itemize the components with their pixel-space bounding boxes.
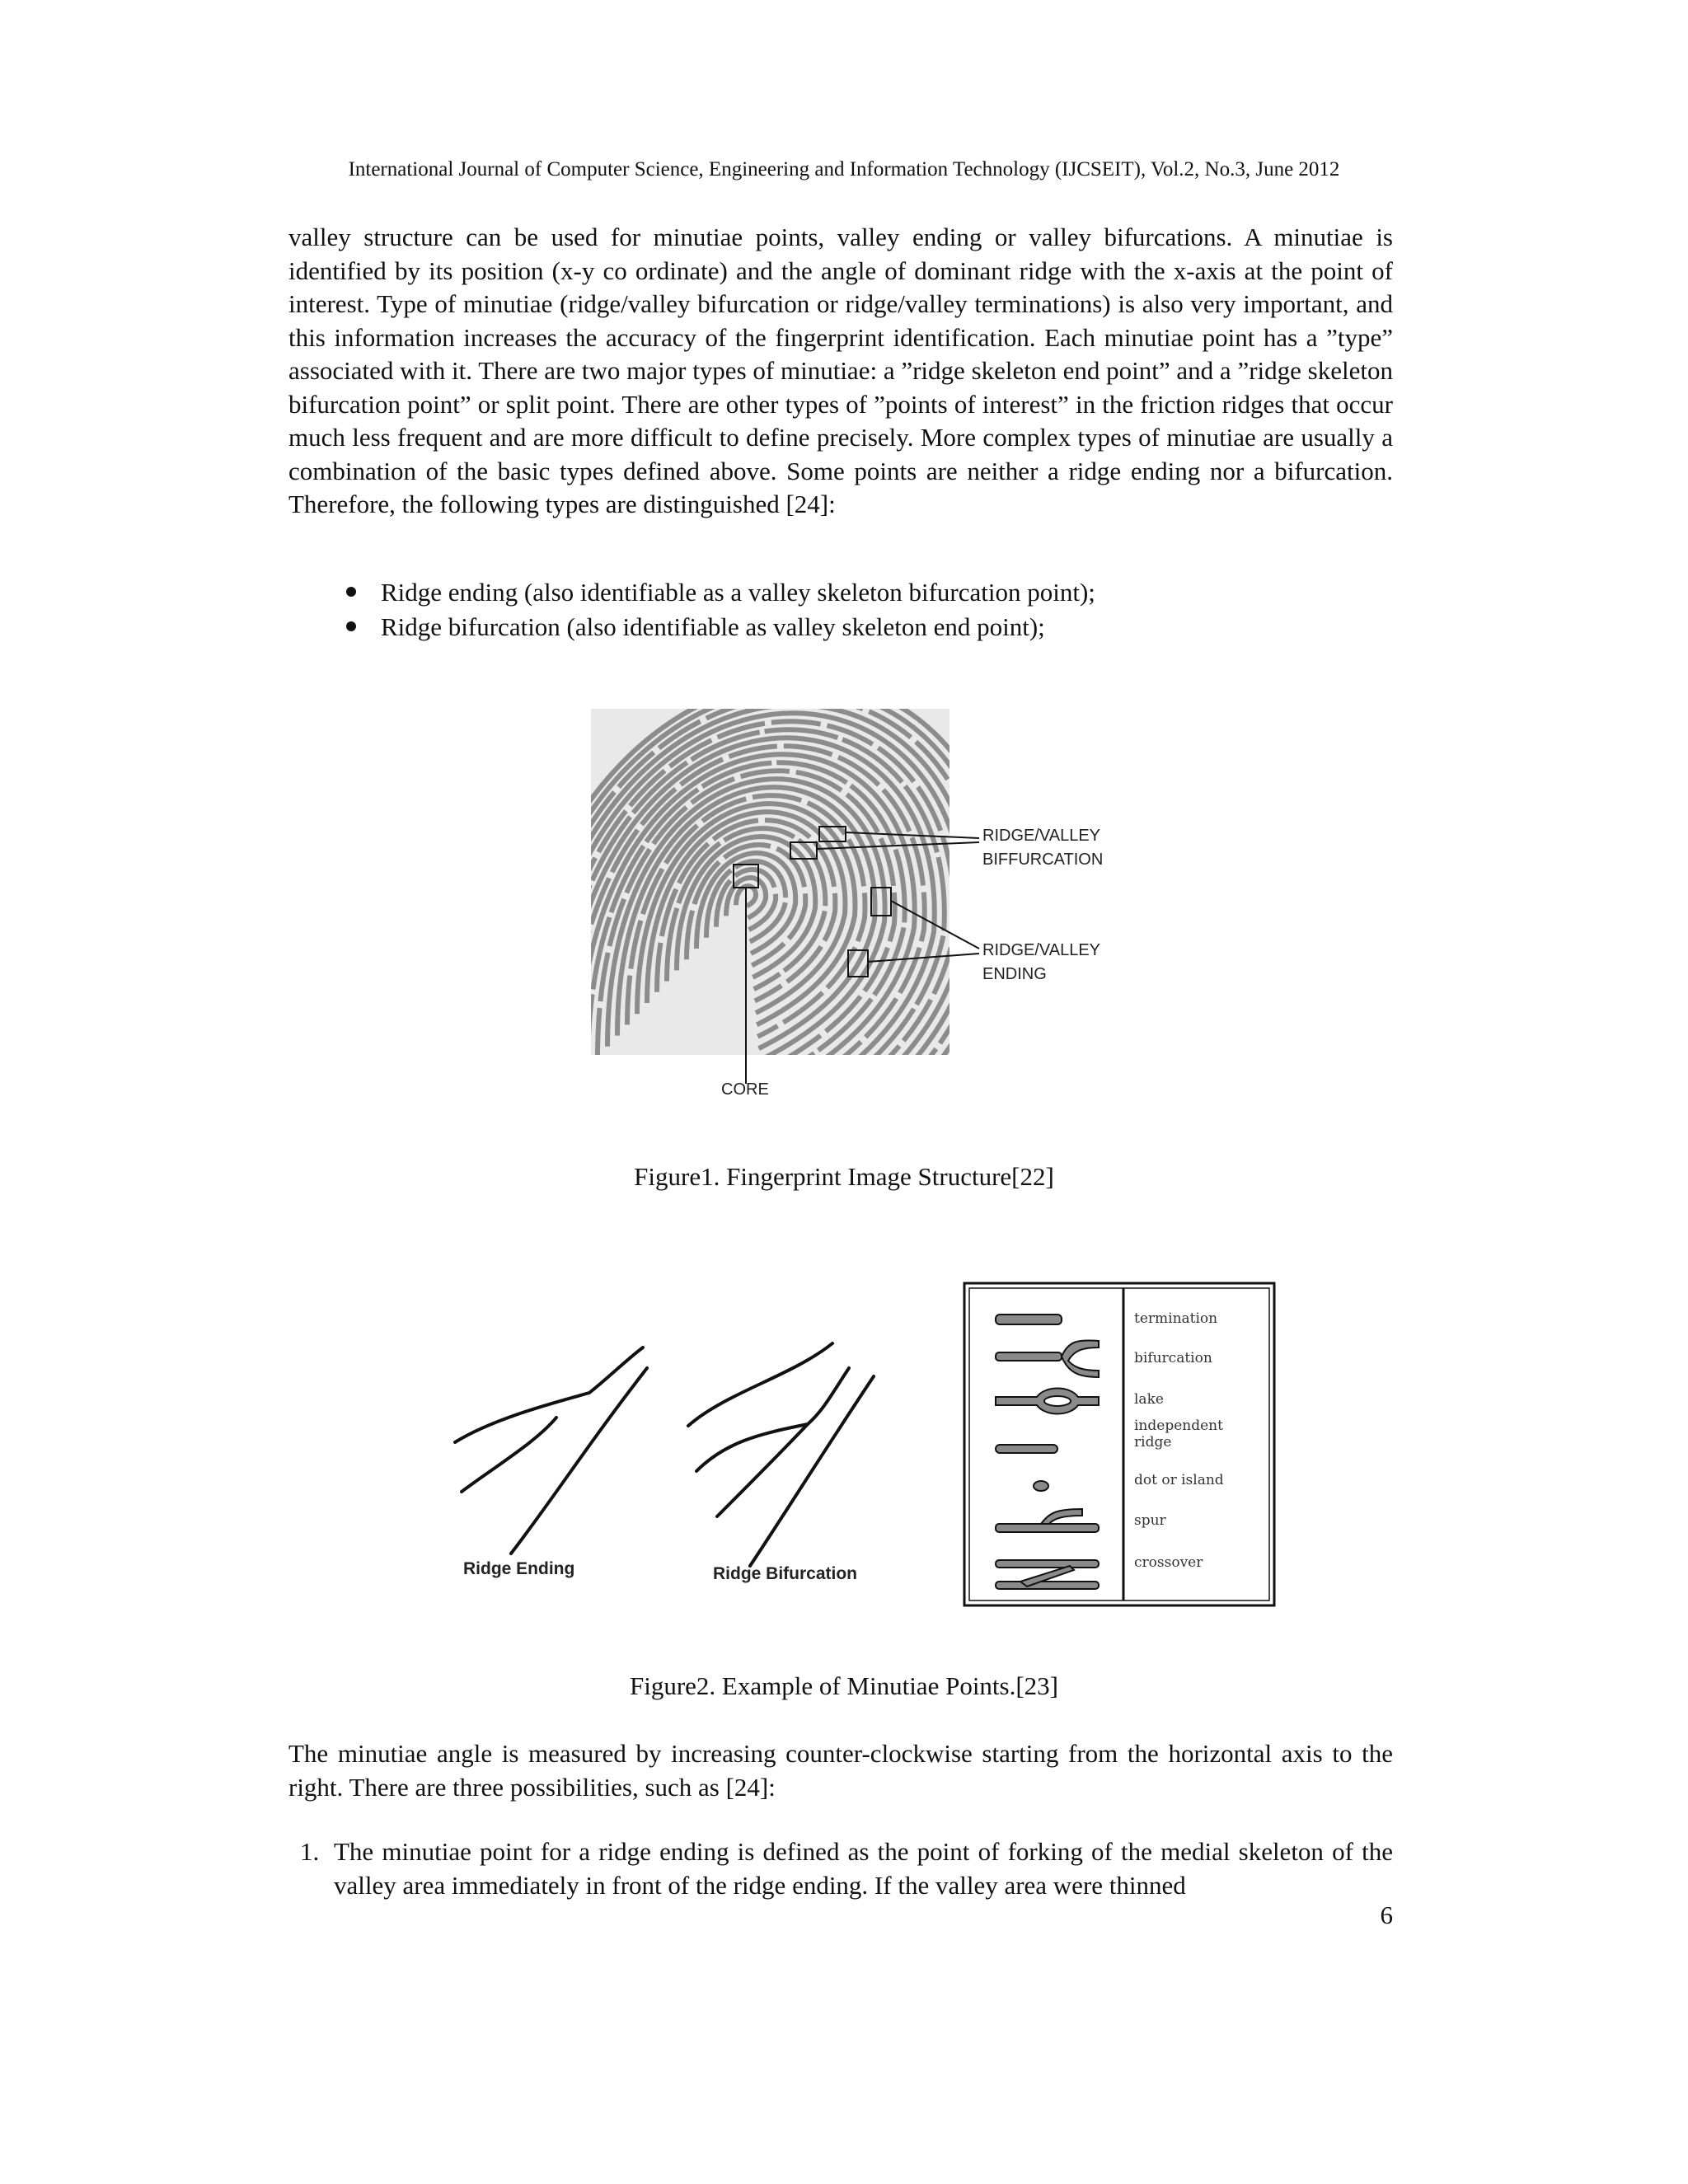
bullet-text: Ridge bifurcation (also identifiable as valley skeleton end point);: [381, 612, 1045, 641]
bifurcation-glyph: [996, 1352, 1062, 1361]
bullet-item: [346, 610, 1095, 644]
figure1-caption: Figure1. Fingerprint Image Structure[22]: [634, 1162, 1054, 1191]
label-core: CORE: [721, 1080, 769, 1099]
list-number: 1.: [300, 1837, 320, 1866]
label-ending-2: ENDING: [982, 965, 1047, 983]
ridge-ending-label: Ridge Ending: [463, 1559, 575, 1578]
spur-glyph: [996, 1524, 1099, 1532]
running-header: International Journal of Computer Science, Engineering and Information Technology (IJCSEIT), Vol.2, No.3, June 2012: [348, 158, 1340, 180]
ridge-bifurcation-line-1: [688, 1343, 832, 1426]
paragraph-1: valley structure can be used for minutiae points, valley ending or valley bifurcations. A minutiae is identified by its position (x-y co ordinate) and the angle of dominant ridge with the x-axis at the point of interest. Type of minutiae (ridge/valley bifurcation or ridge/valley terminations) is also very important, and this information increases the accuracy of the fingerprint identification. Each minutiae point has a ”type” associated with it. There are two major types of minutiae: a ”ridge skeleton end point” and a ”ridge skeleton bifurcation point” or split point. There are other types of ”points of interest” in the friction ridges that occur much less frequent and are more difficult to define precisely. More complex types of minutiae are usually a combination of the basic types defined above. Some points are neither a ridge ending nor a bifurcation. Therefore, the following types are distinguished [24]:: [288, 223, 1393, 518]
bullet-dot: [346, 587, 356, 597]
ridge-bifurcation-line-3: [717, 1424, 808, 1516]
lake-hole: [1044, 1396, 1071, 1406]
label-bifurcation-2: BIFFURCATION: [982, 851, 1104, 869]
ridge-sketches: [445, 1327, 890, 1599]
paragraph-2: The minutiae angle is measured by increasing counter-clockwise starting from the horizontal axis to the right. There are three possibilities, such as [24]:: [288, 1739, 1393, 1802]
ridge-ending-line-1: [455, 1347, 643, 1442]
dot-glyph: [1034, 1481, 1048, 1491]
type-lake: lake: [1134, 1391, 1164, 1408]
numbered-list-item: [288, 1835, 1393, 1902]
bullet-item: [346, 575, 1095, 610]
type-crossover: crossover: [1134, 1554, 1203, 1571]
termination-glyph: [996, 1315, 1062, 1324]
figure2-caption: Figure2. Example of Minutiae Points.[23]: [629, 1671, 1059, 1700]
bullet-text: Ridge ending (also identifiable as a valley skeleton bifurcation point);: [381, 578, 1095, 607]
type-dot-or-island: dot or island: [1134, 1472, 1224, 1488]
list-item-text: The minutiae point for a ridge ending is defined as the point of forking of the medial skeleton of the valley area immediately in front of the ridge ending. If the valley area were thinned: [334, 1837, 1393, 1900]
minutiae-types-table: [963, 1282, 1276, 1607]
type-spur: spur: [1134, 1512, 1166, 1529]
page-number: 6: [1380, 1900, 1393, 1929]
label-ending-1: RIDGE/VALLEY: [982, 941, 1101, 959]
crossover-glyph: [996, 1582, 1099, 1589]
ridge-bifurcation-label: Ridge Bifurcation: [713, 1564, 858, 1583]
fingerprint-figure: [587, 705, 1123, 1108]
independent-ridge-glyph: [996, 1445, 1057, 1453]
label-bifurcation-1: RIDGE/VALLEY: [982, 827, 1101, 845]
type-termination: termination: [1134, 1310, 1218, 1327]
type-bifurcation: bifurcation: [1134, 1350, 1212, 1366]
crossover-glyph: [996, 1560, 1099, 1568]
type-independent: independent: [1134, 1418, 1223, 1434]
bullet-list: [346, 575, 1095, 644]
type-ridge: ridge: [1134, 1434, 1172, 1451]
ridge-bifurcation-line-4: [750, 1376, 874, 1566]
ridge-ending-line-2: [462, 1418, 556, 1492]
bullet-dot: [346, 621, 356, 631]
ridge-bifurcation-line-2: [696, 1368, 849, 1471]
